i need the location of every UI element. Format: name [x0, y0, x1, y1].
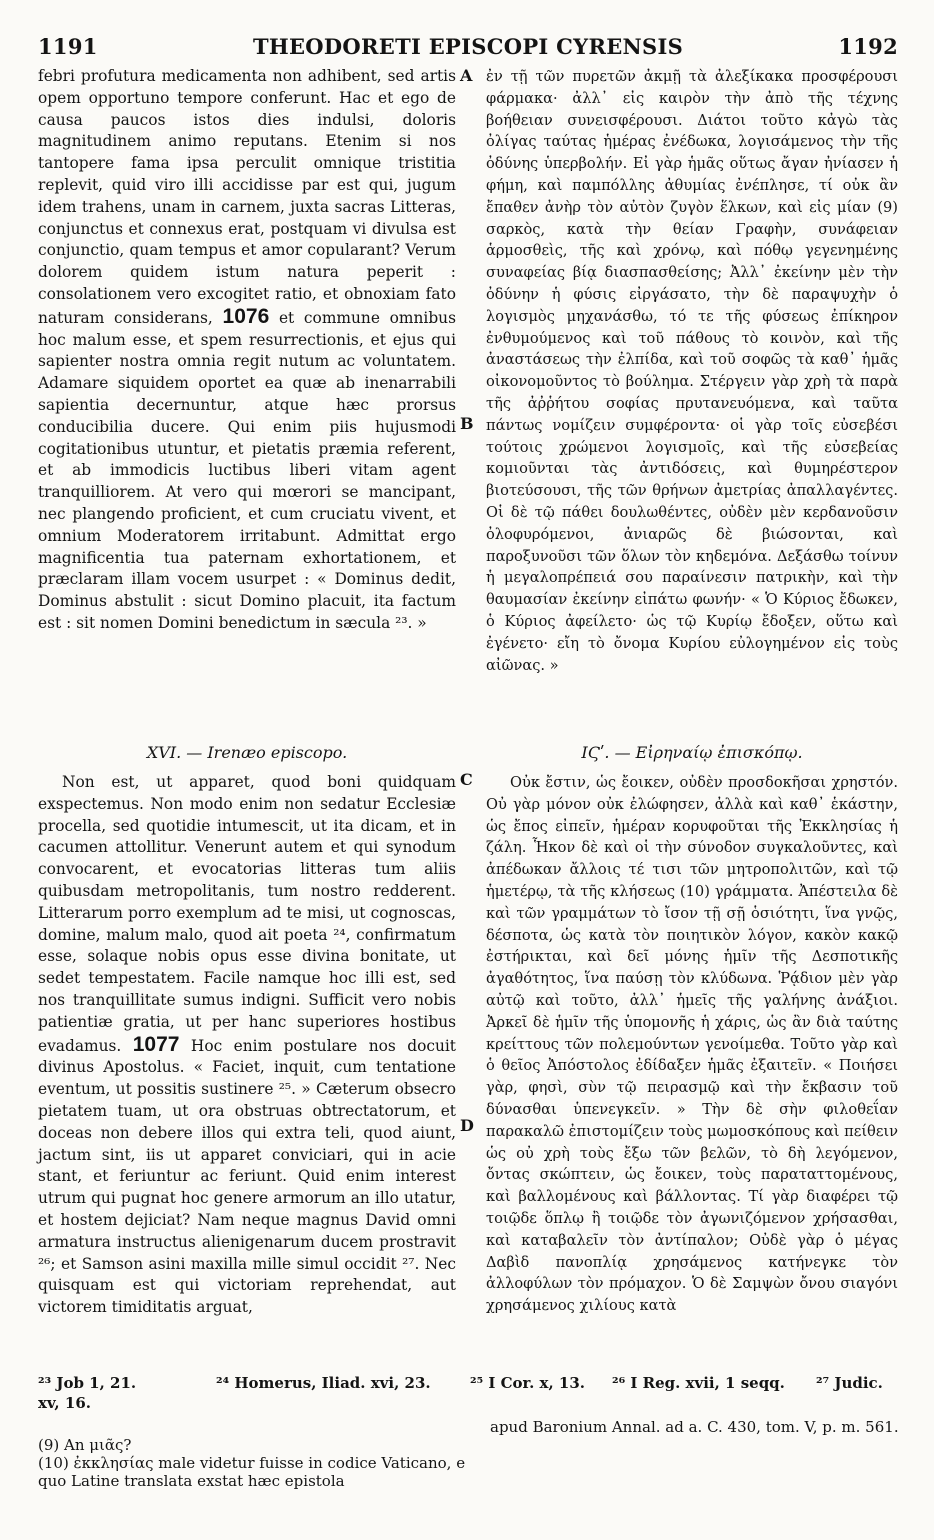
editor-notes-left — [38, 1436, 468, 1490]
margin-marker-c: C — [460, 770, 473, 789]
latin-text-2b: Hoc enim postulare nos docuit divinus Apostolus. « Faciet, inquit, cum tentatione eventum, ut possitis sustinere ²⁵. » Cæterum obsecro pietatem tuam, ut ora obstruas obtrectatorum, et doceas non debere illos qui extra teli, quod aiunt, jactum sint, iis ut apparet conviciari, qui in acie stant, et feriuntur ac feriunt. Quid enim interest utrum qui pugnat hoc genere armorum an illo utatur, et hostem dejiciat? Nam neque magnus David omni armatura instructus alienigenarum ducem prostravit ²⁶; et Samson asini maxilla mille simul occidit ²⁷. Nec quisquam est qui victoriam reprehendat, aut victorem timiditatis arguat, — [38, 1036, 456, 1317]
margin-marker-d: D — [460, 1116, 474, 1135]
greek-column — [486, 66, 898, 1315]
margin-marker-b: B — [460, 414, 474, 433]
note-10-continued: apud Baronium Annal. ad a. C. 430, tom. V, p. m. 561. — [490, 1418, 899, 1436]
page-header — [38, 34, 898, 64]
footnote-24: ²⁴ Homerus, Iliad. xvi, 23. — [216, 1374, 431, 1392]
latin-column — [38, 66, 456, 1317]
page-number-right: 1192 — [838, 34, 898, 59]
column-number-1077: 1077 — [132, 1032, 180, 1056]
editor-notes-right — [490, 1418, 900, 1436]
latin-text-1a: febri profutura medicamenta non adhibent, sed artis opem opportuno tempore conferunt. Hac et ego de causa paucos istos dies indulsi, doloris magnitudinem animo reputans. Etenim si nos tantopere fama ipsa perculit omnique tristitia replevit, quid viro illi accidisse par est qui, jugum idem trahens, unam in carnem, juxta sacras Litteras, conjunctus et connexus erat, postquam vi divulsa est conjunctio, quam tempus et amor copularant? Verum dolorem quidem istum natura peperit : consolationem vero excogitet ratio, et obnoxiam fato naturam considerans, — [38, 67, 456, 327]
greek-section-title: ΙϚʹ. — Εἰρηναίῳ ἐπισκόπῳ. — [581, 743, 803, 762]
note-9: (9) An μιᾶς? — [38, 1436, 132, 1454]
running-title: THEODORETI EPISCOPI CYRENSIS — [252, 34, 684, 59]
footnote-26: ²⁶ I Reg. xvii, 1 seqq. — [612, 1374, 785, 1392]
latin-text-2a: Non est, ut apparet, quod boni quidquam exspectemus. Non modo enim non sedatur Ecclesiæ procella, sed quotidie intumescit, ut ita dicam, et in cacumen attollitur. Venerunt autem et qui synodum convocarent, et evocatorias litteras tum aliis quibusdam metropolitanis, tum nostro redderent. Litterarum porro exemplum ad te misi, ut cognoscas, domine, malum malo, quod ait poeta ²⁴, confirmatum esse, solaque nobis opus esse divina bonitate, ut sedet tempestatem. Facile namque hoc illi est, sed nos tranquillitate sumus indigni. Sufficit vero nobis patientiæ gratia, ut per hanc superiores hostibus evadamus. — [38, 773, 456, 1055]
margin-marker-a: A — [460, 66, 473, 85]
footnote-27-continued: xv, 16. — [38, 1394, 91, 1412]
note-10: (10) ἐκκλησίας male videtur fuisse in codice Vaticano, e quo Latine translata exstat hæc epistola — [38, 1454, 466, 1490]
footnote-25: ²⁵ I Cor. x, 13. — [470, 1374, 585, 1392]
greek-paragraph-2: Οὐκ ἔστιν, ὡς ἔοικεν, οὐδὲν προσδοκῆσαι χρηστόν. Οὐ γὰρ μόνον οὐκ ἐλώφησεν, ἀλλὰ καὶ καθ᾽ ἑκάστην, ὡς ἔπος εἰπεῖν, ἡμέραν κορυφοῦται τῆς Ἐκκλησίας ἡ ζάλη. Ἧκον δὲ καὶ οἱ τὴν σύνοδον συγκαλοῦντες, καὶ ἀπέδωκαν ἄλλοις τέ τισι τῶν μητροπολιτῶν, καὶ τῷ ἡμετέρῳ, τὰ τῆς κλήσεως (10) γράμματα. Ἀπέστειλα δὲ καὶ τῶν γραμμάτων τὸ ἴσον τῇ σῇ ὁσιότητι, ἵνα γνῷς, δέσποτα, ὡς κατὰ τὸν ποιητικὸν λόγον, κακὸν κακῷ ἐστήρικται, καὶ δεῖ μόνης ἡμῖν τῆς Δεσποτικῆς ἀγαθότητος, ἵνα παύσῃ τὸν κλύδωνα. Ῥᾴδιον μὲν γὰρ αὐτῷ καὶ τοῦτο, ἀλλ᾽ ἡμεῖς τῆς γαλήνης ἀνάξιοι. Ἀρκεῖ δὲ ἡμῖν τῆς ὑπομονῆς ἡ χάρις, ὡς ἂν διὰ ταύτης κρείττους τῶν πολεμούντων γενοίμεθα. Τοῦτο γὰρ καὶ ὁ θεῖος Ἀπόστολος ἐδίδαξεν ἡμᾶς ἐξαιτεῖν. « Ποιήσει γὰρ, φησὶ, σὺν τῷ πειρασμῷ καὶ τὴν ἔκβασιν τοῦ δύνασθαι ὑπενεγκεῖν. » Τὴν δὲ σὴν φιλοθεΐαν παρακαλῶ ἐπιστομίζειν τοὺς μωμοσκόπους καὶ πείθειν ὡς οὐ χρὴ τοὺς ἔξω τῶν βελῶν, τὸ δὴ λεγόμενον, ὄντας σκώπτειν, ὡς ἔοικεν, τοὺς παραταττομένους, καὶ βαλλομένους καὶ βάλλοντας. Τί γὰρ διαφέρει τῷ τοιῷδε ὅπλῳ ἢ τοιῷδε τὸν ἀγωνιζόμενον χρήσασθαι, καὶ καταβαλεῖν τὸν ἀντίπαλον; Οὐδὲ γὰρ ὁ μέγας Δαβὶδ πανοπλίᾳ χρησάμενος κατήνεγκε τὸν ἀλλοφύλων τὸν πρόμαχον. Ὁ δὲ Σαμψὼν ὄνου σιαγόνι χρησάμενος χιλίους κατὰ — [486, 774, 898, 1315]
latin-section-title: XVI. — Irenæo episcopo. — [146, 743, 348, 762]
column-number-1076: 1076 — [222, 304, 270, 328]
greek-paragraph-1: ἐν τῇ τῶν πυρετῶν ἀκμῇ τὰ ἀλεξίκακα προσφέρουσι φάρμακα· ἀλλ᾽ εἰς καιρὸν τὴν ἀπὸ τῆς τέχνης βοήθειαν συνεισφέρουσι. Διάτοι τοῦτο κἀγὼ τὰς ὀλίγας ταύτας ἡμέρας ἐνέδωκα, λογισάμενος τὴν τῆς ὀδύνης ὑπερβολήν. Εἰ γὰρ ἡμᾶς οὕτως ἄγαν ἠνίασεν ἡ φήμη, καὶ παμπόλλης ἀθυμίας ἐνέπλησε, τί οὐκ ἂν ἔπαθεν ἀνὴρ τὸν αὐτὸν ζυγὸν ἕλκων, καὶ εἰς μίαν (9) σαρκὸς, κατὰ τὴν θείαν Γραφὴν, συνάφειαν ἁρμοσθεὶς, τῆς καὶ χρόνῳ, καὶ πόθῳ γεγενημένης συναφείας βίᾳ διασπασθείσης; Ἀλλ᾽ ἐκείνην μὲν τὴν ὀδύνην ἡ φύσις εἰργάσατο, τὴν δὲ παραψυχὴν ὁ λογισμὸς μηχανάσθω, τό τε τῆς φύσεως ἐπίκηρον ἐνθυμούμενος καὶ τοῦ πάθους τὸ κοινὸν, καὶ τῆς ἀναστάσεως τὴν ἐλπίδα, καὶ τοῦ σοφῶς τὰ καθ᾽ ἡμᾶς οἰκονομοῦντος τὸ βούλημα. Στέργειν γὰρ χρὴ τὰ παρὰ τῆς ἀῤῥήτου σοφίας πρυτανευόμενα, καὶ ταῦτα πάντως νομίζειν συμφέροντα· οἱ γὰρ τοῖς εὐσεβέσι τούτοις χρώμενοι λογισμοῖς, καὶ τῆς εὐσεβείας κομιοῦνται τὰς ἀντιδόσεις, καὶ θυμηρέστερον βιοτεύσουσι, τῆς τῶν θρήνων ἀμετρίας ἀπαλλαγέντες. Οἱ δὲ τῷ πάθει δουλωθέντες, οὐδὲν μὲν κερδανοῦσιν ὀλοφυρόμενοι, ἀνιαρῶς δὲ βιώσονται, καὶ παροξυνοῦσι τῶν ὅλων τὸν κηδεμόνα. Δεξάσθω τοίνυν ἡ μεγαλοπρέπειά σου παραίνεσιν πατρικὴν, καὶ τὴν θαυμασίαν ἐκείνην εἰπάτω φωνήν· « Ὁ Κύριος ἔδωκεν, ὁ Κύριος ἀφείλετο· ὡς τῷ Κυρίῳ ἔδοξεν, οὕτω καὶ ἐγένετο· εἴη τὸ ὄνομα Κυρίου εὐλογημένον εἰς τοὺς αἰῶνας. » — [486, 68, 898, 674]
footnote-23: ²³ Job 1, 21. — [38, 1374, 137, 1392]
footnote-27: ²⁷ Judic. — [816, 1374, 883, 1392]
latin-text-1b: et commune omnibus hoc malum esse, et spem resurrectionis, et ejus qui sapienter nostra omnia regit nutum ac voluntatem. Adamare siquidem oportet ea quæ ab inenarrabili sapientia decernuntur, atque hæc prorsus conducibilia ducere. Qui enim piis hujusmodi cogitationibus utuntur, et pietatis præmia referent, et ab immodicis luctibus liberi vitam agent tranquilliorem. At vero qui mœrori se mancipant, nec plangendo proficient, et cum cruciatu vivent, et omnium Moderatorem irritabunt. Admittat ergo magnificentia tua paternam exhortationem, et præclaram illam vocem usurpet : « Dominus dedit, Dominus abstulit : sicut Domino placuit, ita factum est : sit nomen Domini benedictum in sæcula ²³. » — [38, 308, 456, 632]
latin-paragraph-1 — [38, 66, 456, 635]
page-number-left: 1191 — [38, 34, 98, 59]
latin-paragraph-2 — [38, 772, 456, 1319]
